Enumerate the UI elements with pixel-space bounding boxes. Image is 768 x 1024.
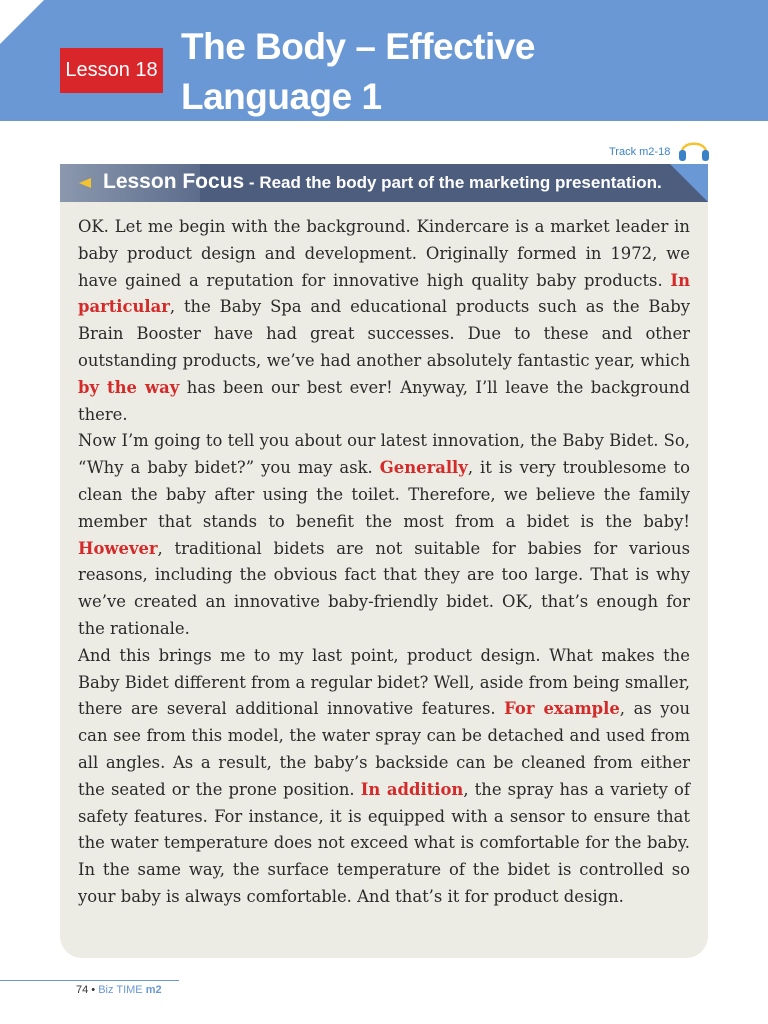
passage-text: And this brings me to my last point, product design. What makes the Baby Bidet different from a regular bidet? Well, aside from being smaller, there are several additional innovative features. xyxy=(78,645,690,719)
lesson-badge: Lesson 18 xyxy=(60,48,163,93)
passage-text: has been our best ever! Anyway, I’ll leave the background there. xyxy=(78,377,690,424)
highlighted-phrase: For example xyxy=(504,699,620,719)
footer-brand: Biz TIME xyxy=(98,984,146,996)
highlighted-phrase: In particular xyxy=(78,270,690,317)
reading-passage xyxy=(78,214,690,911)
passage-text: , the spray has a variety of safety features. For instance, it is equipped with a sensor to ensure that the water temperature does not exceed what is comfortable for the baby. In the same way, the surface temperature of the bidet is controlled so your baby is always comfortable. And that’s it for product design. xyxy=(78,779,690,906)
lesson-focus-text xyxy=(103,170,662,194)
passage-text: , traditional bidets are not suitable for babies for various reasons, including the obvious fact that they are too large. That is why we’ve created an innovative baby-friendly bidet. OK, that’s enough for the rationale. xyxy=(78,538,690,638)
passage-text: Now I’m going to tell you about our latest innovation, the Baby Bidet. So, “Why a baby bidet?” you may ask. xyxy=(78,431,690,478)
passage-text: , it is very troublesome to clean the baby after using the toilet. Therefore, we believe the family member that stands to benefit the most from a bidet is the baby! xyxy=(78,458,690,531)
lesson-focus-description: Read the body part of the marketing presentation. xyxy=(259,173,662,192)
page-title-line-1: The Body – Effective xyxy=(181,26,535,67)
footer-bullet: • xyxy=(88,984,99,996)
passage-paragraph-rationale xyxy=(78,428,690,642)
headphones-icon[interactable] xyxy=(677,135,711,163)
page-number: 74 xyxy=(76,984,89,996)
triangle-marker-icon xyxy=(79,178,91,188)
lesson-focus-separator: - xyxy=(244,173,260,192)
highlighted-phrase: Generally xyxy=(379,458,468,478)
passage-text: OK. Let me begin with the background. Kindercare is a market leader in baby product design and development. Originally formed in 1972, we have gained a reputation for innovative high quality baby products. xyxy=(78,217,690,290)
footer-level: m2 xyxy=(145,984,162,996)
passage-paragraph-background xyxy=(78,214,690,428)
lesson-focus-bar xyxy=(60,164,708,202)
passage-paragraph-design xyxy=(78,643,690,911)
page-title-line-2: Language 1 xyxy=(181,76,382,117)
page-header xyxy=(0,0,768,121)
footer-rule xyxy=(0,980,179,981)
header-corner-notch xyxy=(0,0,44,44)
passage-text: , as you can see from this model, the water spray can be detached and used from all angles. As a result, the baby’s backside can be cleaned from either the seated or the prone position. xyxy=(78,699,691,799)
audio-track-label: Track m2-18 xyxy=(609,146,671,158)
highlighted-phrase: by the way xyxy=(78,377,180,397)
highlighted-phrase: In addition xyxy=(360,779,464,799)
highlighted-phrase: However xyxy=(78,538,158,558)
page-footer xyxy=(76,984,162,996)
page-title xyxy=(181,22,535,122)
passage-text: , the Baby Spa and educational products such as the Baby Brain Booster have had great successes. Due to these and other outstanding products, we’ve had another absolutely fantastic year, which xyxy=(78,297,690,370)
lesson-focus-label: Lesson Focus xyxy=(103,170,245,193)
focus-bar-corner xyxy=(670,164,708,202)
